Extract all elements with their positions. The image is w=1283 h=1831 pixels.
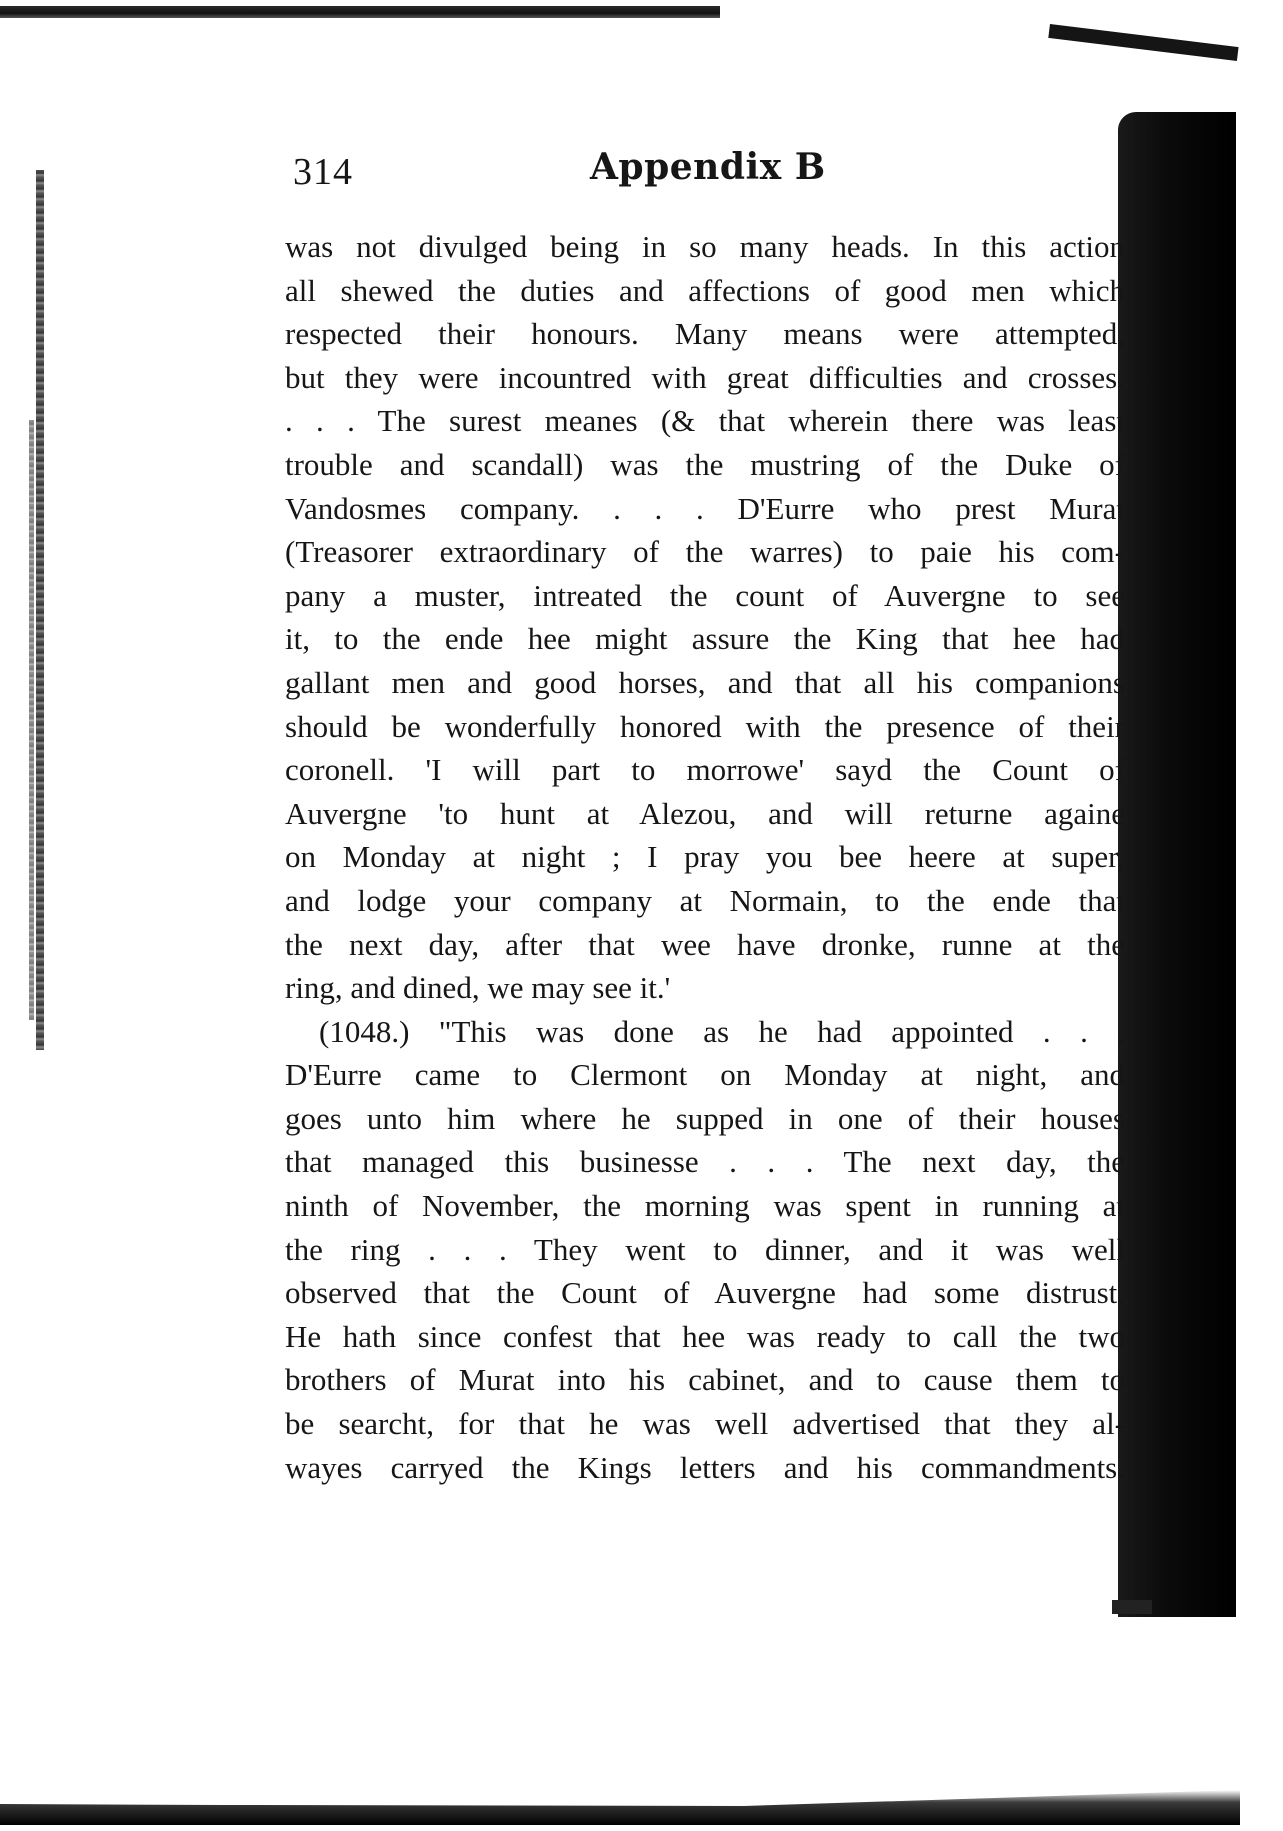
text-line: be searcht, for that he was well advertised that they al- bbox=[285, 1406, 1125, 1442]
text-line: the next day, after that wee have dronke, runne at the bbox=[285, 926, 1125, 962]
scan-edge-left-inner bbox=[29, 420, 34, 1020]
text-line: Auvergne 'to hunt at Alezou, and will returne againe bbox=[285, 795, 1125, 831]
text-line: wayes carryed the Kings letters and his commandments. bbox=[285, 1449, 1125, 1485]
text-line: brothers of Murat into his cabinet, and to cause them to bbox=[285, 1362, 1125, 1398]
text-line: coronell. 'I will part to morrowe' sayd the Count of bbox=[285, 752, 1125, 788]
text-line: it, to the ende hee might assure the King that hee had bbox=[285, 621, 1125, 657]
text-line: that managed this businesse . . . The next day, the bbox=[285, 1144, 1125, 1180]
text-line: trouble and scandall) was the mustring of the Duke of bbox=[285, 446, 1125, 482]
text-line: ring, and dined, we may see it.' bbox=[285, 970, 671, 1006]
text-line: Vandosmes company. . . . D'Eurre who prest Murat bbox=[285, 490, 1125, 526]
text-line: gallant men and good horses, and that all his companions bbox=[285, 664, 1125, 700]
body-text bbox=[285, 225, 1125, 1489]
scan-edge-top-right bbox=[1048, 24, 1238, 61]
text-line: He hath since confest that hee was ready to call the two bbox=[285, 1318, 1125, 1354]
text-line: should be wonderfully honored with the presence of their bbox=[285, 708, 1125, 744]
text-line: the ring . . . They went to dinner, and it was well bbox=[285, 1231, 1125, 1267]
text-line: respected their honours. Many means were attempted, bbox=[285, 316, 1125, 352]
text-line: ninth of November, the morning was spent in running at bbox=[285, 1188, 1125, 1224]
text-line: was not divulged being in so many heads. In this action bbox=[285, 229, 1125, 264]
text-line: and lodge your company at Normain, to the ende that bbox=[285, 882, 1125, 918]
text-line: (Treasorer extraordinary of the warres) to paie his com- bbox=[285, 534, 1125, 570]
running-head: Appendix B bbox=[590, 146, 826, 188]
text-line: D'Eurre came to Clermont on Monday at night, and bbox=[285, 1057, 1125, 1093]
text-line: goes unto him where he supped in one of their houses bbox=[285, 1100, 1125, 1136]
scan-edge-top bbox=[0, 6, 720, 18]
text-line: observed that the Count of Auvergne had some distrust. bbox=[285, 1275, 1125, 1311]
spine-shadow-notch bbox=[1112, 1600, 1152, 1614]
page-number: 314 bbox=[293, 151, 353, 193]
scan-edge-bottom bbox=[0, 1775, 1240, 1825]
paragraph-start-line: (1048.) "This was done as he had appointed . . . bbox=[319, 1013, 1125, 1049]
text-line: . . . The surest meanes (& that wherein there was least bbox=[285, 403, 1125, 439]
text-line: but they were incountred with great difficulties and crosses. bbox=[285, 359, 1125, 395]
text-line: on Monday at night ; I pray you bee heere at super, bbox=[285, 839, 1125, 875]
text-line: all shewed the duties and affections of good men which bbox=[285, 272, 1125, 308]
book-spine-shadow bbox=[1118, 112, 1236, 1617]
text-line: pany a muster, intreated the count of Auvergne to see bbox=[285, 577, 1125, 613]
scan-edge-left bbox=[36, 170, 44, 1050]
